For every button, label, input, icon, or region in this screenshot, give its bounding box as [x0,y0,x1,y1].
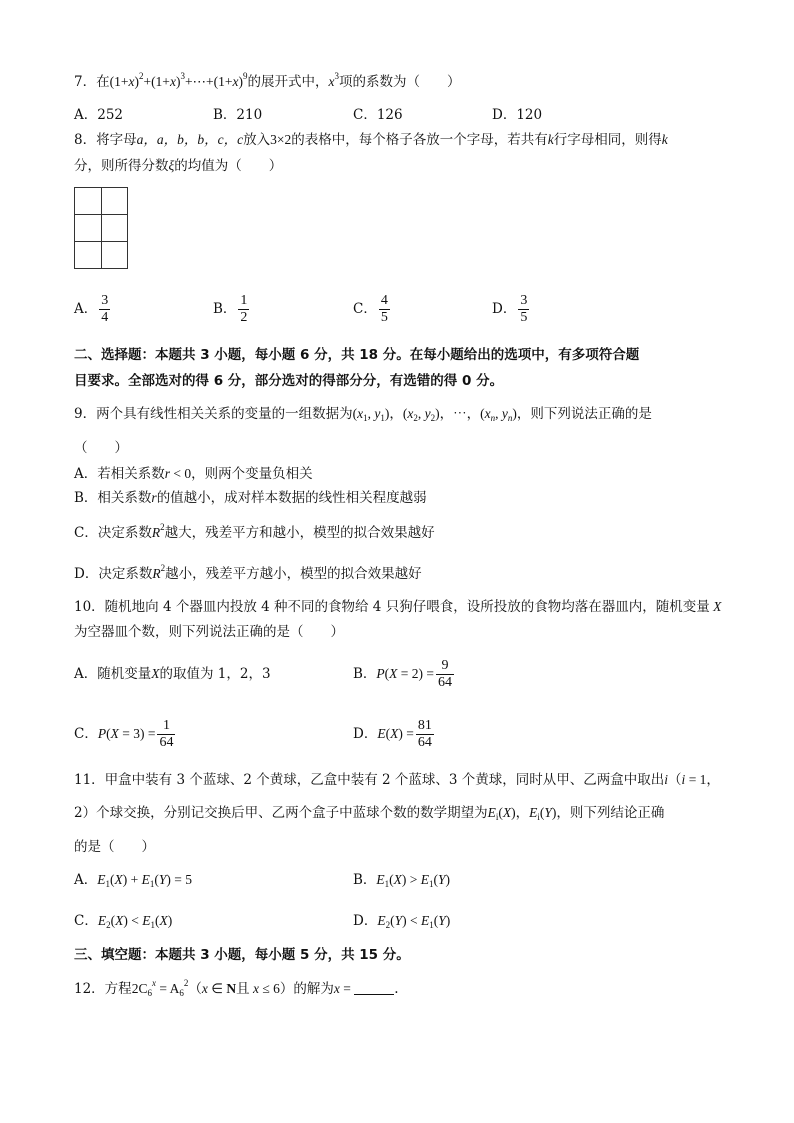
q7-option-a: A．252 [74,107,124,123]
q10-option-c: C．P(X = 3) = $\frac{1}{64}$ [74,718,174,750]
q9-answer-bracket: （ ） [74,440,128,456]
q9-option-b: B．相关系数r的值越小，成对样本数据的线性相关程度越弱 [74,490,427,506]
question-12: 12．方程$2C_6^x = A_6^2(x$ ∈ N且 x ≤ 6）的解为x = . [74,978,399,998]
q10-option-d: D．E(X) = $\frac{81}{64}$ [353,718,432,750]
three-by-two-table-figure [74,187,128,269]
q8-text-b: 放入 [243,132,271,148]
q7-tail: 项的系数为（ ） [339,74,461,90]
q8-text-d: 行字母相同，则得 [553,132,662,148]
q8-k2: k [661,132,668,147]
q9-option-a: A．若相关系数r < 0，则两个变量负相关 [74,466,313,482]
q8-grid-size: 3×2 [270,132,292,147]
question-11-line1: 11．甲盒中装有 3 个蓝球、2 个黄球，乙盒中装有 2 个蓝球、3 个黄球，同时从甲、乙两盒中取出i（i = 1， [74,772,720,788]
question-10-line2: 为空器皿个数，则下列说法正确的是（ ） [74,624,344,640]
q8-option-a: A． $\frac{3}{4}$ [74,293,109,325]
section-3-heading: 三、填空题：本题共 3 小题，每小题 5 分，共 15 分。 [74,947,410,963]
q9-option-d: D．决定系数$R^2$越小，残差平方越小，模型的拟合效果越好 [74,563,422,582]
q9-data-pairs: ($x_1$, $y_1$)，($x_2$, $y_2$)，⋯，($x_n$, $y_n$) [352,406,517,423]
section-2-heading-line2: 目要求。全部选对的得 6 分，部分选对的得部分分，有选错的得 0 分。 [74,373,504,389]
q8-text-a: 8．将字母 [74,132,137,148]
q8-text-e: 分，则所得分数 [74,158,169,174]
question-7: 7．在$(1+x)^2+(1+x)^3+\cdots+(1+x)^9$的展开式中，$x^3$项的系数为（ ） [74,71,461,90]
q8-option-d: D． $\frac{3}{5}$ [492,293,528,325]
q11-option-a: A．$E_1(X) + E_1(Y) = 5$ [74,872,192,889]
q8-option-c: C． $\frac{4}{5}$ [353,293,388,325]
q10-option-b: B．P(X = 2) = $\frac{9}{64}$ [353,658,453,690]
q8-xi: ξ [168,158,175,173]
q11-option-c: C．$E_2(X) < E_1(X)$ [74,913,173,930]
q7-option-d: D．120 [492,107,543,123]
q8-k: k [547,132,554,147]
question-8-line1 [74,131,668,149]
q8-letters: a，a，b，b，c，c [136,132,244,147]
q8-option-b: B． $\frac{1}{2}$ [213,293,248,325]
q7-option-b: B．210 [213,107,263,123]
question-10-line1: 10．随机地向 4 个器皿内投放 4 种不同的食物给 4 只狗仔喂食，设所投放的食物均落在器皿内，随机变量 X [74,599,722,615]
q7-middle: 的展开式中， [247,74,329,90]
q7-term: x [328,74,335,89]
q9-option-c: C．决定系数$R^2$越大，残差平方和越小，模型的拟合效果越好 [74,522,435,541]
q8-text-c: 的表格中，每个格子各放一个字母，若共有 [291,132,548,148]
question-8-line2 [74,157,282,175]
q7-prefix: 7．在 [74,74,110,90]
q9-text-end: ，则下列说法正确的是 [516,406,652,422]
section-2-heading-line1: 二、选择题：本题共 3 小题，每小题 6 分，共 18 分。在每小题给出的选项中，有多项符合题 [74,347,640,363]
q8-text-f: 的均值为（ ） [174,158,283,174]
q7-expression: $(1+x)^2+(1+x)^3+\cdots+(1+x)^9$ [109,71,248,89]
question-9-line1 [74,405,652,423]
q11-option-b: B．$E_1(X) > E_1(Y)$ [353,872,451,889]
answer-blank[interactable] [354,980,394,995]
q7-option-c: C．126 [353,107,403,123]
q9-text: 9．两个具有线性相关关系的变量的一组数据为 [74,406,353,422]
question-11-line3: 的是（ ） [74,839,155,855]
q11-option-d: D．$E_2(Y) < E_1(Y)$ [353,913,451,930]
question-11-line2: 2）个球交换，分别记交换后甲、乙两个盒子中蓝球个数的数学期望为$E_i(X)$，$E_i(Y)$，则下列结论正确 [74,805,665,822]
q10-option-a: A．随机变量X的取值为 1，2，3 [74,666,271,682]
